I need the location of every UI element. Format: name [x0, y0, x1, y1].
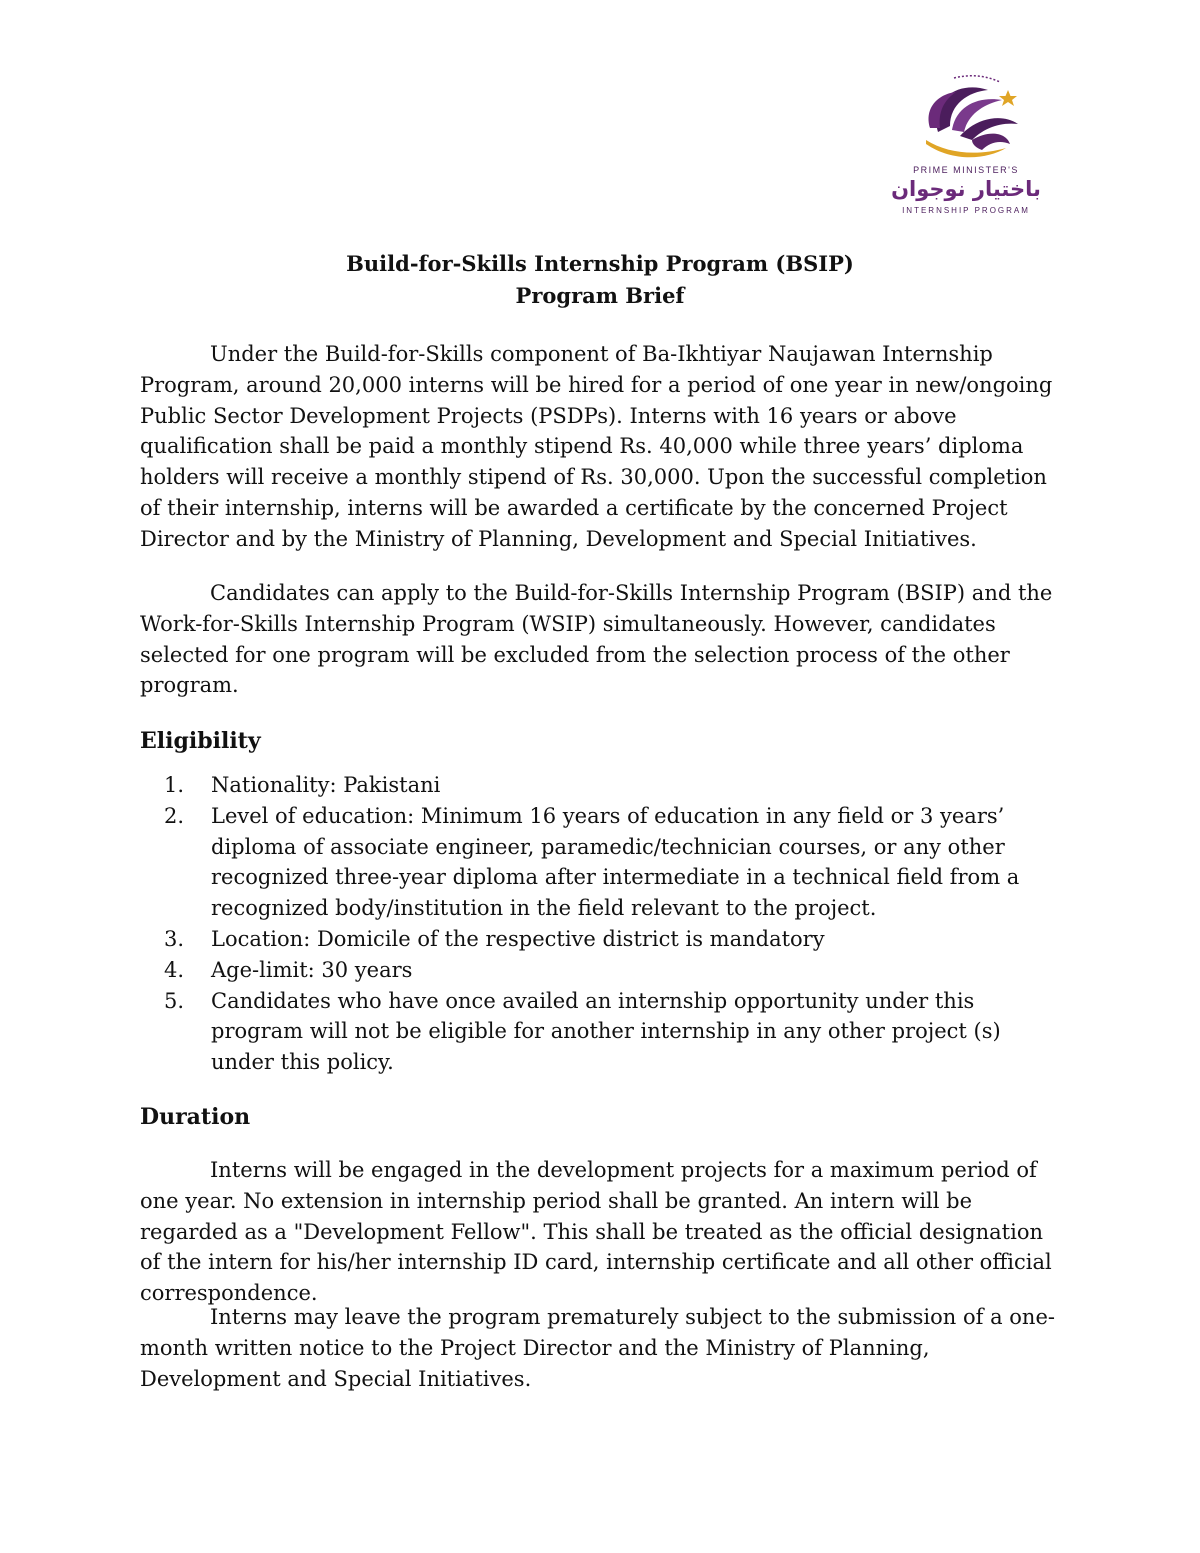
list-item — [140, 801, 1060, 924]
list-item-number: 5. — [164, 988, 185, 1013]
duration-heading: Duration — [140, 1104, 251, 1130]
title-line-2: Program Brief — [515, 283, 685, 308]
logo-bottom-text: INTERNSHIP PROGRAM — [902, 206, 1030, 215]
list-item-number: 3. — [164, 926, 185, 951]
list-item — [140, 955, 1060, 986]
list-item-text: Candidates who have once availed an internship opportunity under this program will not be eligible for another internship in any other project (s) under this policy. — [211, 988, 1001, 1075]
intro-section — [140, 339, 1060, 555]
eligibility-heading: Eligibility — [140, 728, 261, 754]
eagle-logo-icon — [868, 70, 1064, 220]
list-item-text: Location: Domicile of the respective district is mandatory — [211, 926, 825, 951]
list-item — [140, 770, 1060, 801]
duration-section — [140, 1155, 1060, 1309]
logo-urdu-text: باختیار نوجوان — [891, 177, 1041, 201]
list-item — [140, 986, 1060, 1078]
list-item-text: Nationality: Pakistani — [211, 773, 441, 797]
intro-paragraph-2: Candidates can apply to the Build-for-Skills Internship Program (BSIP) and the Work-for-Skills Internship Program (WSIP) simultaneously. However, candidates selected for one program will be excluded from the selection process of the other program. — [140, 581, 1053, 698]
list-item-text: Level of education: Minimum 16 years of education in any field or 3 years’ diploma of associate engineer, paramedic/technician courses, or any other recognized three-year diploma after intermediate in a technical field from a recognized body/institution in the field relevant to the project. — [211, 803, 1020, 921]
program-logo — [868, 70, 1064, 220]
title-line-1: Build-for-Skills Internship Program (BSIP) — [346, 251, 854, 276]
duration-section-2 — [140, 1302, 1060, 1394]
list-item — [140, 924, 1060, 955]
intro-paragraph-1: Under the Build-for-Skills component of Ba-Ikhtiyar Naujawan Internship Program, around 20,000 interns will be hired for a period of one year in new/ongoing Public Sector Development Projects (PSDPs). Interns with 16 years or above qualification shall be paid a monthly stipend Rs. 40,000 while three years’ diploma holders will receive a monthly stipend of Rs. 30,000. Upon the successful completion of their internship, interns will be awarded a certificate by the concerned Project Director and by the Ministry of Planning, Development and Special Initiatives. — [140, 342, 1053, 551]
duration-paragraph-1: Interns will be engaged in the development projects for a maximum period of one year. No extension in internship period shall be granted. An intern will be regarded as a "Development Fellow". This shall be treated as the official designation of the intern for his/her internship ID card, internship certificate and all other official correspondence. — [140, 1158, 1052, 1306]
list-item-number: 1. — [164, 773, 185, 797]
document-title — [140, 248, 1060, 312]
eligibility-list — [140, 770, 1060, 1078]
list-item-number: 4. — [164, 957, 185, 982]
list-item-text: Age-limit: 30 years — [211, 957, 413, 982]
intro-section-2 — [140, 578, 1060, 701]
duration-paragraph-2: Interns may leave the program prematurely subject to the submission of a one-month written notice to the Project Director and the Ministry of Planning, Development and Special Initiatives. — [140, 1305, 1055, 1391]
list-item-number: 2. — [164, 803, 185, 828]
logo-top-text: PRIME MINISTER'S — [913, 165, 1019, 175]
